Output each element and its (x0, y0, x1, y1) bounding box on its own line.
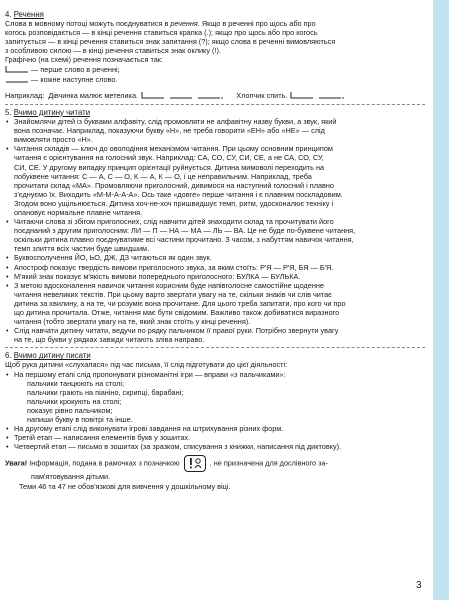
s6-bullet-1 (5, 370, 425, 379)
s5-bullet-1 (5, 117, 425, 144)
line: • Знайомлячи дітей із буквами алфавіту, слід промовляти не алфавітну назву букви, а звук, який (14, 117, 337, 127)
s6-intro: Щоб рука дитини «слухалася» під час письма, її слід підготувати до цієї діяльності: (5, 360, 288, 370)
s4-line-1 (5, 19, 425, 28)
s5-bullet-7 (5, 281, 425, 326)
next-word-symbol (5, 75, 29, 85)
text: Слова в мовному потоці можуть поєднуватися в (5, 19, 169, 29)
s4-example (5, 91, 425, 101)
s4-line-2: когось розповідається — в кінці речення ставиться крапка (.); якщо про щось або про когось (5, 28, 318, 38)
line: • Слід навчати дитину читати, ведучи по рядку пальчиком її правої руки. Потрібно звернути увагу (14, 326, 339, 336)
dashed-divider (5, 104, 425, 105)
list-item: напиши букву в повітрі та інше. (27, 415, 133, 425)
line: побуквене читання: С — А, С — О, К — А, К — О, і це неправильним. Наприклад, треба (14, 171, 312, 181)
line: читання є орієнтування на голосний звук. Наприклад: СА, СО, СУ, СИ, СЕ, а не СА, СО, СУ, (14, 153, 324, 163)
list-item: пальчики крокують на столі; (27, 396, 122, 406)
finger-games-list (5, 379, 425, 424)
page-number: 3 (416, 580, 422, 591)
section-number: 4. (5, 10, 12, 19)
line: прочитати склад «МА». Промовляючи приголосний, дивимося на наступний голосний і плавно (14, 180, 334, 190)
sentence-scheme-2 (289, 91, 345, 101)
dashed-divider (5, 347, 425, 348)
text: Хлопчик спить. (236, 90, 288, 100)
s5-bullet-5 (5, 263, 425, 272)
line: темп злиття всіх частин буде швидшим. (14, 244, 150, 254)
line: оскільки дитина плавно поєднуватиме всі частини прочитано. З часом, з набуттям навичок читання, (14, 235, 354, 245)
text: Якщо в реченні про щось або про (201, 19, 316, 29)
line: з'єднуємо їх. Виходить «М-М-А-А-А». Ось таке «довге» перше читання і є плавним поскладовим. (14, 189, 343, 199)
text: — перше слово в реченні; (31, 64, 120, 74)
s5-bullet-2 (5, 144, 425, 217)
line: вона позначає. Наприклад, показуючи букву «Н», не треба говорити «ЕН» або «НЕ» — слід (14, 126, 325, 136)
text: Дівчинка малює метелика. (48, 90, 139, 100)
list-item: пальчики танцюють на столі; (27, 378, 125, 388)
line: СИ, СЕ. У другому випадку принцип орієнтації руйнується. Дитина мимоволі переходить на (14, 162, 325, 172)
s5-bullet-8 (5, 326, 425, 344)
s5-bullet-3 (5, 217, 425, 253)
text: Наприклад: (5, 90, 45, 100)
s6-bullet-3 (5, 433, 425, 442)
line: читання невеликих текстів. При цьому варто звертати увагу на те, скільки знаків чи слів читає (14, 289, 332, 299)
list-item: показує рівно пальчиком; (27, 405, 113, 415)
list-item: пальчики грають на піаніно, скрипці, барабані; (27, 387, 184, 397)
text: Інформація, подана в рамочках з позначкою (29, 458, 180, 468)
section-5-heading (5, 108, 425, 117)
line: Згодом воно ущільнюється. Дитина хоч-не-хоч пришвидшує темп, ритм, удосконалює техніку і (14, 198, 334, 208)
line: дитина за хвилину, а на те, чи розуміє вона прочитане. Для цього треба запитати, про кого чи про (14, 298, 346, 308)
note-line-3: Теми 46 та 47 не обов'язкові для вивчення у дошкільному віці. (19, 481, 231, 491)
italic-term: речення. (170, 19, 200, 29)
line: • З метою вдосконалення навичок читання корисним буде напівголосне самостійне щоденне (14, 280, 324, 290)
section-title: Речення (13, 10, 44, 19)
line: поєднаний з другим приголосним: ЛИ — П — НА — МА — ЛЬ — ВА. Це не буде по-буквене читання, (14, 226, 356, 236)
section-number: 6. (5, 351, 12, 361)
line: • Буквосполучення ЙО, ЬО, ДЖ, ДЗ читаються як один звук. (14, 253, 212, 263)
s6-bullet-2 (5, 424, 425, 433)
legend-first-word (5, 65, 425, 75)
line: на те, що букви у рядках завжди читають зліва направо. (14, 335, 205, 345)
attention-note (5, 455, 425, 490)
line: • На другому етапі слід виконувати ігрові завдання на штрихування різних форм. (14, 424, 284, 434)
section-6-heading (5, 351, 425, 360)
text: , не призначена для дослівного за- (209, 458, 328, 468)
s5-bullet-4 (5, 253, 425, 262)
content (5, 10, 425, 491)
line: опановує нормальне плавне читання. (14, 207, 143, 217)
note-line-1 (5, 455, 425, 472)
s6-bullet-4 (5, 442, 425, 451)
section-title: Вчимо дитину писати (13, 351, 91, 361)
line: • М'який знак показує м'якість вимови попереднього приголосного: БУЛКА — БУЛЬКА. (14, 271, 301, 281)
exclamation-box-icon (184, 455, 206, 472)
line: вимовляти просто «Н». (14, 135, 93, 145)
line: • Третій етап — написання елементів букв у зошитах. (14, 433, 191, 443)
note-line-2: пам'ятовування дітьми. (31, 472, 111, 482)
text: — кожне наступне слово. (31, 74, 118, 84)
section-title: Вчимо дитину читати (13, 107, 91, 117)
sentence-scheme-1 (140, 91, 224, 101)
s4-line-3: запитується — в кінці речення ставиться знак запитання (?); якщо слова в реченні вимовляються (5, 37, 336, 47)
s5-bullet-6 (5, 272, 425, 281)
line: • Апостроф показує твердість вимови приголосного звука, за яким стоїть: Р'Я — Р'Я, БЯ — Б'Я. (14, 262, 334, 272)
line: читання (тобто звертати увагу на те, який знак стоїть у кінці речення). (14, 317, 251, 327)
note-label: Увага! (5, 458, 28, 468)
s4-line-5: Графічно (на схемі) речення позначається так: (5, 55, 163, 65)
section-number: 5. (5, 107, 12, 117)
line: • На першому етапі слід пропонувати різноманітні ігри — вправи «з пальчиками»: (14, 369, 286, 379)
s4-line-4: з особливою силою — в кінці речення ставиться знак оклику (!). (5, 46, 221, 56)
first-word-symbol (5, 65, 29, 75)
side-color-bar (433, 0, 449, 600)
line: що дитина прочитала. Отже, читання має бути свідомим. Важливо також добиватися виразного (14, 308, 340, 317)
line: • Читаючи слова зі збігом приголосних, слід навчити дітей знаходити склад та прочитувати його (14, 217, 334, 227)
line: • Читання складів — ключ до оволодіння механізмом читання. При цьому основним принципом (14, 144, 333, 154)
line: • Четвертий етап — письмо в зошитах (за зразком, списування з книжки, написання під диктовку). (14, 442, 342, 452)
legend-next-word (5, 75, 425, 85)
section-4-heading (5, 10, 425, 19)
